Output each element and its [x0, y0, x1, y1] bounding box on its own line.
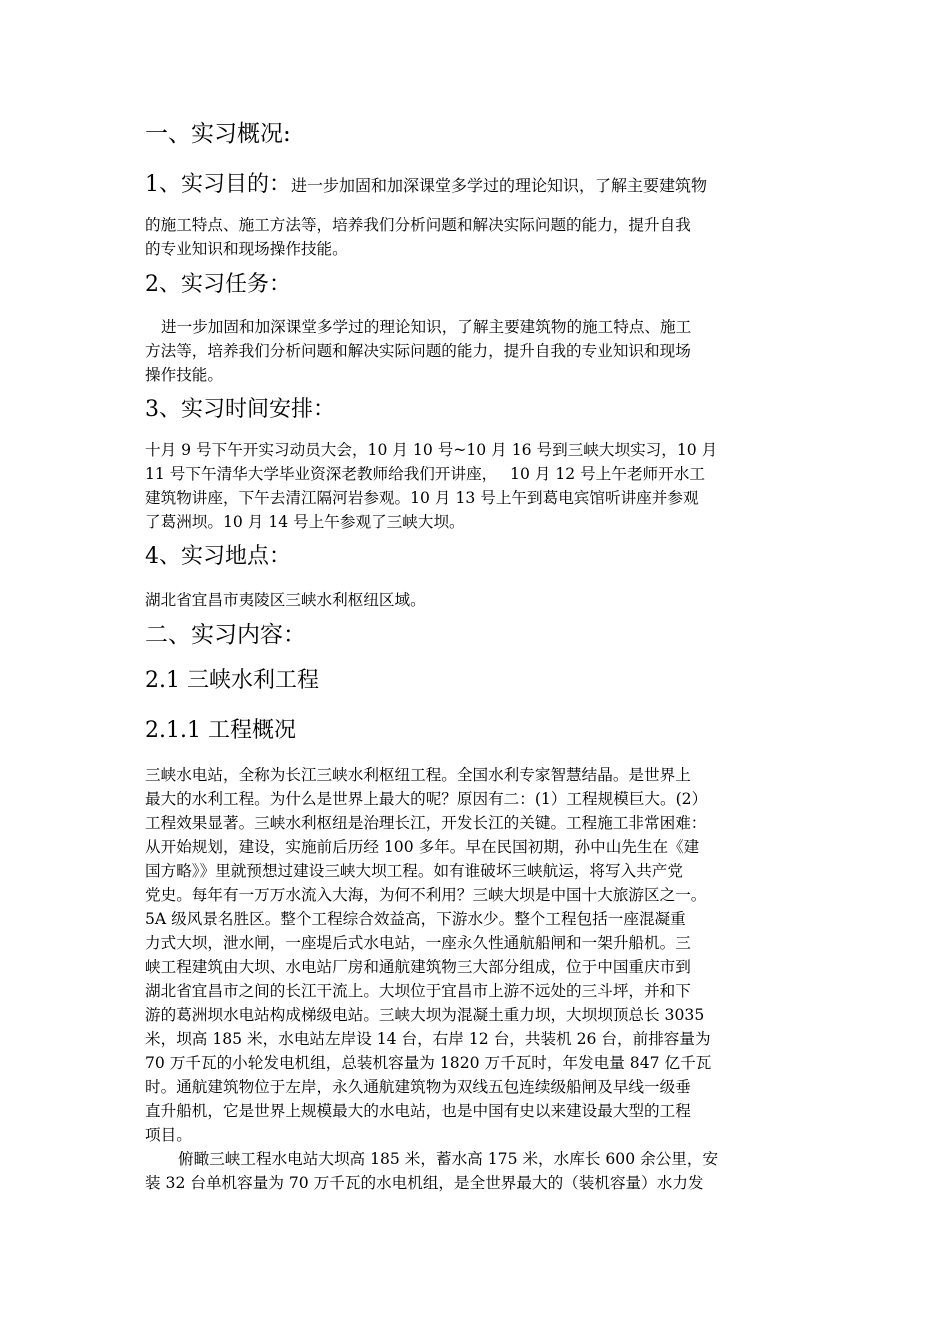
location-body — [145, 588, 805, 612]
overview-paragraph — [145, 763, 805, 1195]
overview-line: 三峡水电站，全称为长江三峡水利枢纽工程。全国水利专家智慧结晶。是世界上 — [145, 766, 691, 784]
heading-content: 二、实习内容： — [145, 622, 306, 648]
overview-line: 从开始规划，建设，实施前后历经 100 多年。早在民国初期，孙中山先生在《建 — [145, 838, 700, 856]
purpose-line-1: 进一步加固和加深课堂多学过的理论知识，了解主要建筑物 — [291, 176, 708, 195]
overview-line: 5A 级风景名胜区。整个工程综合效益高，下游水少。整个工程包括一座混凝重 — [145, 910, 686, 928]
overview-line: 70 万千瓦的小轮发电机组，总装机容量为 1820 万千瓦时，年发电量 847 亿千瓦 — [145, 1054, 712, 1072]
task-line-2: 方法等，培养我们分析问题和解决实际问题的能力，提升自我的专业知识和现场 — [145, 342, 691, 360]
location-heading: 4、实习地点： — [145, 544, 291, 569]
purpose-label: 1、实习目的： — [145, 172, 291, 197]
purpose-line-2: 的施工特点、施工方法等，培养我们分析问题和解决实际问题的能力，提升自我 — [145, 216, 691, 234]
overview-line: 游的葛洲坝水电站构成梯级电站。三峡大坝为混凝土重力坝，大坝坝顶总长 3035 — [145, 1006, 705, 1024]
overview-line: 俯瞰三峡工程水电站大坝高 185 米，蓄水高 175 米，水库长 600 余公里，安 — [178, 1150, 719, 1168]
overview-line: 直升船机，它是世界上规模最大的水电站，也是中国有史以来建设最大型的工程 — [145, 1102, 691, 1120]
overview-line: 国方略》》里就预想过建设三峡大坝工程。如有谁破坏三峡航运，将写入共产党 — [145, 862, 683, 880]
task-line-1: 进一步加固和加深课堂多学过的理论知识，了解主要建筑物的施工特点、施工 — [161, 318, 692, 336]
schedule-line-4: 了葛洲坝。10 月 14 号上午参观了三峡大坝。 — [145, 513, 465, 531]
schedule-line-2: 11 号下午清华大学毕业资深老教师给我们开讲座， 10 月 12 号上午老师开水工 — [145, 465, 705, 483]
purpose-line-3: 的专业知识和现场操作技能。 — [145, 240, 348, 258]
location-line-1: 湖北省宜昌市夷陵区三峡水利枢纽区域。 — [145, 591, 426, 609]
schedule-heading: 3、实习时间安排： — [145, 397, 335, 422]
task-heading: 2、实习任务： — [145, 272, 291, 297]
overview-line: 峡工程建筑由大坝、水电站厂房和通航建筑物三大部分组成，位于中国重庆市到 — [145, 958, 691, 976]
overview-line: 党史。每年有一万万水流入大海，为何不利用？三峡大坝是中国十大旅游区之一。 — [145, 886, 707, 904]
overview-line: 项目。 — [145, 1126, 192, 1144]
overview-line: 装 32 台单机容量为 70 万千瓦的水电机组，是全世界最大的（装机容量）水力发 — [145, 1174, 704, 1192]
heading-overview: 一、实习概况: — [145, 121, 291, 147]
schedule-body — [145, 438, 805, 534]
overview-line: 工程效果显著。三峡水利枢纽是治理长江，开发长江的关键。工程施工非常困难： — [145, 814, 707, 832]
purpose-body — [145, 213, 805, 261]
overview-line: 最大的水利工程。为什么是世界上最大的呢？原因有二：(1）工程规模巨大。(2） — [145, 790, 708, 808]
task-body — [145, 315, 805, 387]
section-2-1-1: 2.1.1 工程概况 — [145, 718, 296, 743]
overview-line: 时。通航建筑物位于左岸，永久通航建筑物为双线五包连续级船闸及早线一级垂 — [145, 1078, 691, 1096]
schedule-line-1: 十月 9 号下午开实习动员大会，10 月 10 号~10 月 16 号到三峡大坝实习，10 月 — [145, 441, 718, 459]
overview-line: 力式大坝，泄水闸，一座堤后式水电站，一座永久性通航船闸和一架升船机。三 — [145, 934, 691, 952]
schedule-line-3: 建筑物讲座，下午去清江隔河岩参观。10 月 13 号上午到葛电宾馆听讲座并参观 — [145, 489, 699, 507]
task-line-3: 操作技能。 — [145, 366, 223, 384]
overview-line: 湖北省宜昌市之间的长江干流上。大坝位于宜昌市上游不远处的三斗坪，并和下 — [145, 982, 691, 1000]
overview-line: 米，坝高 185 米，水电站左岸设 14 台，右岸 12 台，共装机 26 台，前排容量为 — [145, 1030, 711, 1048]
purpose-heading — [145, 170, 707, 201]
section-2-1: 2.1 三峡水利工程 — [145, 668, 319, 693]
